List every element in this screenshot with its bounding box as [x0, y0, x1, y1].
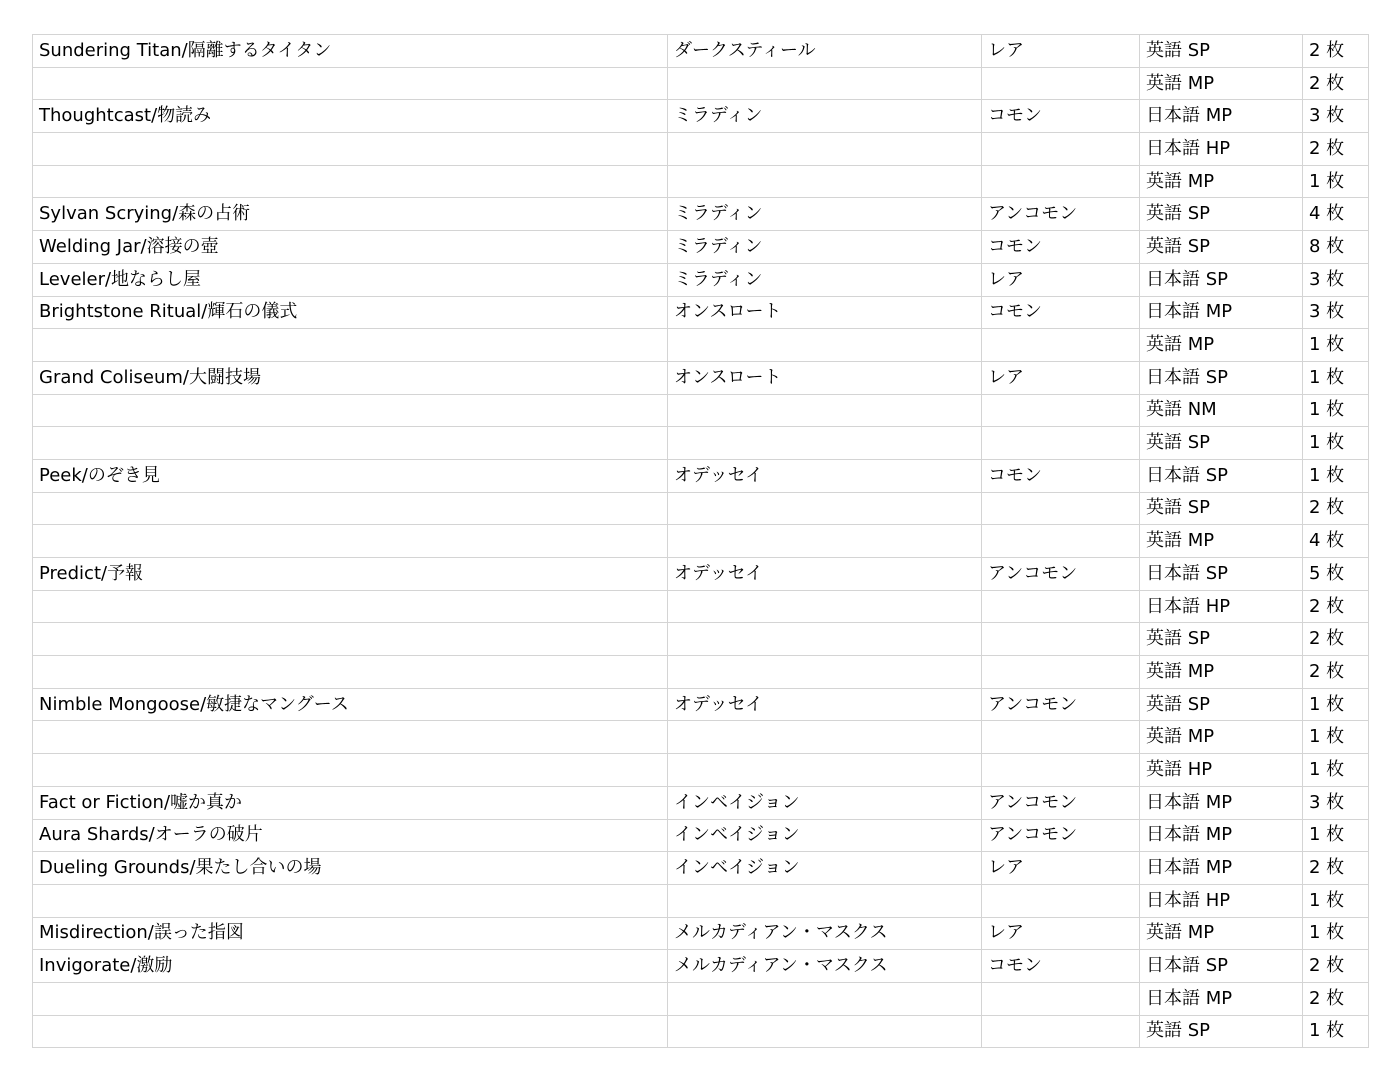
condition-cell: 日本語 SP — [1140, 361, 1303, 394]
card-name-cell — [33, 165, 668, 198]
condition-cell: 日本語 MP — [1140, 296, 1303, 329]
rarity-cell: コモン — [982, 100, 1140, 133]
rarity-cell: レア — [982, 263, 1140, 296]
set-name-cell — [668, 525, 982, 558]
rarity-cell — [982, 590, 1140, 623]
card-name-cell: Fact or Fiction/嘘か真か — [33, 786, 668, 819]
condition-cell: 英語 MP — [1140, 165, 1303, 198]
rarity-cell — [982, 982, 1140, 1015]
table-row — [33, 688, 1369, 721]
rarity-cell — [982, 165, 1140, 198]
rarity-cell: コモン — [982, 459, 1140, 492]
rarity-cell — [982, 427, 1140, 460]
set-name-cell — [668, 329, 982, 362]
condition-cell: 英語 SP — [1140, 231, 1303, 264]
set-name-cell: ミラディン — [668, 263, 982, 296]
card-name-cell — [33, 590, 668, 623]
condition-cell: 英語 MP — [1140, 656, 1303, 689]
condition-cell: 日本語 HP — [1140, 133, 1303, 166]
quantity-cell: 1 枚 — [1303, 917, 1369, 950]
card-name-cell — [33, 754, 668, 787]
set-name-cell — [668, 67, 982, 100]
rarity-cell: レア — [982, 361, 1140, 394]
rarity-cell — [982, 1015, 1140, 1048]
condition-cell: 日本語 HP — [1140, 884, 1303, 917]
card-name-cell — [33, 67, 668, 100]
set-name-cell: オンスロート — [668, 361, 982, 394]
quantity-cell: 2 枚 — [1303, 852, 1369, 885]
card-name-cell: Predict/予報 — [33, 558, 668, 591]
card-name-cell — [33, 133, 668, 166]
quantity-cell: 1 枚 — [1303, 459, 1369, 492]
condition-cell: 英語 MP — [1140, 721, 1303, 754]
table-row — [33, 361, 1369, 394]
quantity-cell: 1 枚 — [1303, 884, 1369, 917]
rarity-cell — [982, 884, 1140, 917]
quantity-cell: 1 枚 — [1303, 427, 1369, 460]
condition-cell: 英語 NM — [1140, 394, 1303, 427]
condition-cell: 英語 SP — [1140, 198, 1303, 231]
card-name-cell: Sylvan Scrying/森の占術 — [33, 198, 668, 231]
condition-cell: 日本語 MP — [1140, 982, 1303, 1015]
rarity-cell: アンコモン — [982, 819, 1140, 852]
rarity-cell — [982, 492, 1140, 525]
table-row — [33, 950, 1369, 983]
condition-cell: 英語 HP — [1140, 754, 1303, 787]
table-row — [33, 754, 1369, 787]
quantity-cell: 1 枚 — [1303, 329, 1369, 362]
set-name-cell: メルカディアン・マスクス — [668, 950, 982, 983]
quantity-cell: 8 枚 — [1303, 231, 1369, 264]
card-name-cell — [33, 394, 668, 427]
set-name-cell — [668, 656, 982, 689]
table-row — [33, 982, 1369, 1015]
table-row — [33, 165, 1369, 198]
set-name-cell: オデッセイ — [668, 459, 982, 492]
table-row — [33, 721, 1369, 754]
card-name-cell: Invigorate/激励 — [33, 950, 668, 983]
set-name-cell: インベイジョン — [668, 819, 982, 852]
quantity-cell: 2 枚 — [1303, 982, 1369, 1015]
table-row — [33, 525, 1369, 558]
rarity-cell — [982, 394, 1140, 427]
condition-cell: 日本語 SP — [1140, 263, 1303, 296]
condition-cell: 英語 SP — [1140, 427, 1303, 460]
rarity-cell — [982, 721, 1140, 754]
quantity-cell: 3 枚 — [1303, 263, 1369, 296]
table-row — [33, 884, 1369, 917]
quantity-cell: 5 枚 — [1303, 558, 1369, 591]
table-row — [33, 558, 1369, 591]
quantity-cell: 1 枚 — [1303, 688, 1369, 721]
table-row — [33, 590, 1369, 623]
quantity-cell: 3 枚 — [1303, 296, 1369, 329]
quantity-cell: 2 枚 — [1303, 590, 1369, 623]
card-name-cell: Peek/のぞき見 — [33, 459, 668, 492]
table-row — [33, 198, 1369, 231]
quantity-cell: 2 枚 — [1303, 35, 1369, 68]
set-name-cell — [668, 754, 982, 787]
card-name-cell — [33, 884, 668, 917]
card-name-cell — [33, 982, 668, 1015]
condition-cell: 英語 SP — [1140, 35, 1303, 68]
rarity-cell: コモン — [982, 950, 1140, 983]
condition-cell: 日本語 MP — [1140, 819, 1303, 852]
condition-cell: 日本語 SP — [1140, 950, 1303, 983]
quantity-cell: 3 枚 — [1303, 100, 1369, 133]
quantity-cell: 3 枚 — [1303, 786, 1369, 819]
set-name-cell — [668, 165, 982, 198]
rarity-cell — [982, 754, 1140, 787]
quantity-cell: 1 枚 — [1303, 721, 1369, 754]
card-inventory-table — [32, 34, 1369, 1048]
card-name-cell — [33, 1015, 668, 1048]
table-row — [33, 459, 1369, 492]
rarity-cell: アンコモン — [982, 786, 1140, 819]
card-name-cell — [33, 427, 668, 460]
table-row — [33, 329, 1369, 362]
quantity-cell: 2 枚 — [1303, 623, 1369, 656]
quantity-cell: 1 枚 — [1303, 819, 1369, 852]
card-name-cell: Sundering Titan/隔離するタイタン — [33, 35, 668, 68]
set-name-cell: インベイジョン — [668, 786, 982, 819]
rarity-cell — [982, 67, 1140, 100]
card-name-cell — [33, 623, 668, 656]
quantity-cell: 2 枚 — [1303, 950, 1369, 983]
card-name-cell: Leveler/地ならし屋 — [33, 263, 668, 296]
card-name-cell: Misdirection/誤った指図 — [33, 917, 668, 950]
rarity-cell: アンコモン — [982, 558, 1140, 591]
set-name-cell — [668, 590, 982, 623]
set-name-cell — [668, 721, 982, 754]
quantity-cell: 2 枚 — [1303, 492, 1369, 525]
quantity-cell: 2 枚 — [1303, 656, 1369, 689]
set-name-cell: ミラディン — [668, 100, 982, 133]
set-name-cell — [668, 427, 982, 460]
table-row — [33, 263, 1369, 296]
condition-cell: 英語 SP — [1140, 1015, 1303, 1048]
set-name-cell: ダークスティール — [668, 35, 982, 68]
table-row — [33, 786, 1369, 819]
card-name-cell: Aura Shards/オーラの破片 — [33, 819, 668, 852]
quantity-cell: 1 枚 — [1303, 361, 1369, 394]
table-row — [33, 492, 1369, 525]
condition-cell: 英語 MP — [1140, 329, 1303, 362]
set-name-cell — [668, 1015, 982, 1048]
table-row — [33, 67, 1369, 100]
card-name-cell: Grand Coliseum/大闘技場 — [33, 361, 668, 394]
table-row — [33, 100, 1369, 133]
set-name-cell — [668, 492, 982, 525]
set-name-cell — [668, 133, 982, 166]
condition-cell: 英語 SP — [1140, 623, 1303, 656]
rarity-cell — [982, 525, 1140, 558]
rarity-cell: アンコモン — [982, 198, 1140, 231]
rarity-cell — [982, 623, 1140, 656]
set-name-cell — [668, 884, 982, 917]
condition-cell: 英語 MP — [1140, 917, 1303, 950]
set-name-cell — [668, 623, 982, 656]
table-row — [33, 852, 1369, 885]
table-row — [33, 296, 1369, 329]
table-row — [33, 133, 1369, 166]
quantity-cell: 4 枚 — [1303, 198, 1369, 231]
quantity-cell: 4 枚 — [1303, 525, 1369, 558]
rarity-cell: レア — [982, 917, 1140, 950]
rarity-cell: コモン — [982, 296, 1140, 329]
card-name-cell — [33, 329, 668, 362]
rarity-cell — [982, 656, 1140, 689]
condition-cell: 日本語 MP — [1140, 100, 1303, 133]
quantity-cell: 2 枚 — [1303, 67, 1369, 100]
quantity-cell: 1 枚 — [1303, 165, 1369, 198]
card-name-cell: Welding Jar/溶接の壺 — [33, 231, 668, 264]
card-name-cell — [33, 721, 668, 754]
quantity-cell: 1 枚 — [1303, 1015, 1369, 1048]
condition-cell: 日本語 MP — [1140, 852, 1303, 885]
rarity-cell: レア — [982, 852, 1140, 885]
set-name-cell: メルカディアン・マスクス — [668, 917, 982, 950]
table-row — [33, 231, 1369, 264]
condition-cell: 英語 MP — [1140, 525, 1303, 558]
condition-cell: 日本語 MP — [1140, 786, 1303, 819]
set-name-cell: インベイジョン — [668, 852, 982, 885]
table-row — [33, 656, 1369, 689]
table-row — [33, 427, 1369, 460]
set-name-cell: オデッセイ — [668, 688, 982, 721]
table-row — [33, 1015, 1369, 1048]
quantity-cell: 1 枚 — [1303, 394, 1369, 427]
condition-cell: 英語 SP — [1140, 492, 1303, 525]
rarity-cell — [982, 133, 1140, 166]
quantity-cell: 2 枚 — [1303, 133, 1369, 166]
rarity-cell — [982, 329, 1140, 362]
rarity-cell: レア — [982, 35, 1140, 68]
condition-cell: 英語 SP — [1140, 688, 1303, 721]
table-row — [33, 35, 1369, 68]
set-name-cell: オデッセイ — [668, 558, 982, 591]
quantity-cell: 1 枚 — [1303, 754, 1369, 787]
card-name-cell: Dueling Grounds/果たし合いの場 — [33, 852, 668, 885]
card-name-cell: Thoughtcast/物読み — [33, 100, 668, 133]
condition-cell: 日本語 SP — [1140, 459, 1303, 492]
table-row — [33, 394, 1369, 427]
set-name-cell — [668, 394, 982, 427]
card-name-cell: Brightstone Ritual/輝石の儀式 — [33, 296, 668, 329]
rarity-cell: コモン — [982, 231, 1140, 264]
condition-cell: 日本語 SP — [1140, 558, 1303, 591]
table-row — [33, 819, 1369, 852]
card-name-cell — [33, 492, 668, 525]
condition-cell: 英語 MP — [1140, 67, 1303, 100]
card-name-cell — [33, 656, 668, 689]
table-row — [33, 917, 1369, 950]
card-name-cell: Nimble Mongoose/敏捷なマングース — [33, 688, 668, 721]
set-name-cell: オンスロート — [668, 296, 982, 329]
set-name-cell: ミラディン — [668, 231, 982, 264]
set-name-cell: ミラディン — [668, 198, 982, 231]
condition-cell: 日本語 HP — [1140, 590, 1303, 623]
set-name-cell — [668, 982, 982, 1015]
rarity-cell: アンコモン — [982, 688, 1140, 721]
card-name-cell — [33, 525, 668, 558]
table-row — [33, 623, 1369, 656]
table-body — [33, 35, 1369, 1048]
